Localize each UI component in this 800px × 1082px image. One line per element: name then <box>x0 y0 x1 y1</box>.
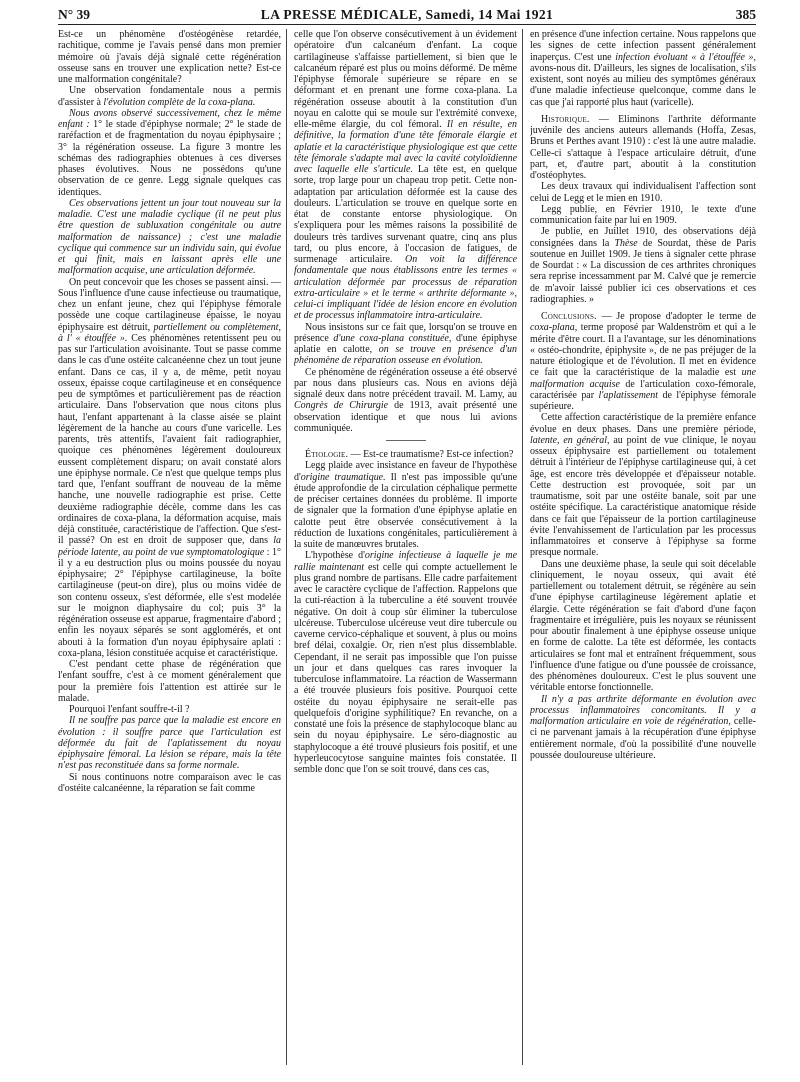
section-etiologie: Étiologie. — Est-ce traumatisme? Est-ce infection? <box>304 449 514 460</box>
section-heading: Étiologie. <box>304 449 349 460</box>
paragraph: Il ne souffre pas parce que la maladie est encore en évolution : il souffre parce que l'articulation est déformée du fait de l'aplatissement du noyau épiphysaire fémoral. La lésion se répare, mais la tête n'est pas reconstituée dans sa forme normale. <box>58 715 281 772</box>
paragraph: Nous insistons sur ce fait que, lorsqu'on se trouve en présence d'une coxa-plana constituée, d'une épiphyse aplatie en calotte, on se trouve en présence d'un phénomène de réparation osseuse en évolution. <box>294 321 517 367</box>
paragraph: Nous avons observé successivement, chez le même enfant : 1° le stade d'épiphyse normale; 2° le stade de raréfaction et de fragmentation du noyau épiphysaire ; 3° la régénération osseuse. La figure 3 montre les schémas des radiographies obtenues à ces diverses phases évolutives. Nous ne possédons qu'une observation de ce genre. Legg signale quelques cas identiques. <box>58 107 281 198</box>
paragraph: Cette affection caractéristique de la première enfance évolue en deux phases. Dans une première période, latente, en général, au point de vue clinique, le noyau osseux épiphysaire est partiellement ou totalement détruit à l'intérieur de l'épiphyse cartilagineuse qui, à cet âge, est encore très développée et d'épaisseur notable. Cette destruction est provoquée, soit par un traumatisme, soit par une ostéite banale, soit par une ostéite spécifique. La caractéristique anatomique réside dans ce fait que l'épaisseur de la portion cartilagineuse évite l'envahissement de l'articulation par les processus inflammatoires et conserve à l'épiphyse sa forme presque normale. <box>530 412 756 559</box>
column-divider <box>522 29 523 1065</box>
paragraph: Legg plaide avec insistance en faveur de l'hypothèse d'origine traumatique. Il n'est pas impossible qu'une étude approfondie de la circulation céphalique permette de préciser certaines données du problème. Il importe de signaler que la formation d'une épiphyse aplatie en calotte peut être observée consécutivement à la réduction de luxations congénitales, particulièrement à la suite de manœuvres brutales. <box>294 460 517 550</box>
column-2 <box>294 29 517 1069</box>
paragraph: Pourquoi l'enfant souffre-t-il ? <box>68 704 190 715</box>
paragraph: Ce phénomène de régénération osseuse a été observé par nous dans plusieurs cas. Nous en avions déjà signalé deux dans notre précédent travail. M. Lamy, au Congrès de Chirurgie de 1913, avait présenté une observation identique et que nous lui avions communiquée. <box>294 366 517 434</box>
section-conclusions: Conclusions. — Je propose d'adopter le terme de coxa-plana, terme proposé par Waldenström et qui a le mérite d'être court. Il a l'avantage, sur les dénominations « ostéo-chondrite, épiphysite », de ne pas préjuger de la nature étiologique et de l'évolution. Il met en évidence ce fait que la caractéristique de la maladie est une malformation acquise de l'articulation coxo-fémorale, caractérisée par l'aplatissement de l'épiphyse fémorale supérieure. <box>530 311 756 412</box>
paragraph: Est-ce un phénomène d'ostéogénèse retardée, rachitique, comme je l'avais pensé dans mon premier mémoire où j'avais déjà signalé cette régénération osseuse sans en trouver une explication nette? Est-ce une malformation congénitale? <box>58 29 281 85</box>
paragraph: Une observation fondamentale nous a permis d'assister à l'évolution complète de la coxa-plana. <box>58 85 281 108</box>
paragraph: celle que l'on observe consécutivement à un évidement opératoire d'un calcanéum d'enfant. La coque cartilagineuse s'affaisse partiellement, si bien que le calcanéum réparé est plus ou moins déformé. De même l'épiphyse fémorale supérieure se répare en se déformant et en prenant une forme coxa-plana. La régénération osseuse aboutit à la constitution d'un noyau en calotte qui se moule sur l'extrémité convexe, elle-même élargie, du col fémoral. Il en résulte, en définitive, la formation d'une tête fémorale élargie et aplatie et la caractéristique physiologique est que cette tête fémorale s'adapte mal avec la cavité cotyloïdienne avec laquelle elle s'articule. La tête est, en quelque sorte, trop large pour un chapeau trop petit. Cette non-adaptation par articulation déformée est la cause des douleurs. L'articulation se trouve en quelque sorte en état de constante entorse physiologique. On s'expliquera pour les mêmes raisons la possibilité de douleurs très tardives survenant quatre, cinq ans plus tard, ou plus encore, à l'occasion de fatigues, de surmenage articulaire. On voit la différence fondamentale que nous établissons entre les termes « articulation déformée par processus de réparation extra-articulaire » et le terme « arthrite déformante », celui-ci impliquant l'idée de lésion encore en évolution et de processus inflammatoire intra-articulaire. <box>294 29 517 322</box>
paragraph: Legg publie, en Février 1910, le texte d'une communication faite par lui en 1909. <box>530 203 756 226</box>
section-heading: Historique. <box>540 113 590 125</box>
paragraph: Je publie, en Juillet 1910, des observations déjà consignées dans la Thèse de Sourdat, thèse de Paris soutenue en Juillet 1909. Je tiens à signaler cette phrase de Sourdat : « La discussion de ces arthrites chroniques sera reprise incessamment par M. Calvé que je remercie de m'avoir laissé publier ici ces observations et ces radiographies. » <box>530 226 756 305</box>
issue-number: N° 39 <box>58 7 91 22</box>
paragraph: Les deux travaux qui individualisent l'affection sont celui de Legg et le mien en 1910. <box>530 181 756 204</box>
paragraph: Dans une deuxième phase, la seule qui soit décelable cliniquement, le noyau osseux, qui avait été partiellement ou totalement détruit, se régénère au sein d'une épiphyse cartilagineuse légèrement aplatie et élargie. Cette régénération se fait d'abord d'une façon fragmentaire et irrégulière, puis les noyaux se réunissent pour aboutir finalement à une épiphyse osseuse unique en forme de calotte. La tête est déformée, les contacts articulaires se font mal et entraînent fréquemment, sous l'influence d'une fatigue ou d'une poussée de croissance, des phénomènes douloureux. C'est le plus souvent une véritable entorse fonctionnelle. <box>530 558 756 694</box>
page-header <box>58 4 756 24</box>
section-separator <box>386 440 426 441</box>
paragraph: Si nous continuons notre comparaison avec le cas d'ostéite calcanéenne, la réparation se fait comme <box>58 771 281 794</box>
journal-title: LA PRESSE MÉDICALE, Samedi, 14 Mai 1921 <box>260 7 554 22</box>
paragraph: On peut concevoir que les choses se passent ainsi. — Sous l'influence d'une cause infectieuse ou traumatique, chez un enfant jeune, chez qui l'épiphyse fémorale possède une coque cartilagineuse épaisse, le noyau épiphysaire est détruit, partiellement ou complètement, à l' « étouffée ». Ces phénomènes retentissent peu ou pas sur l'articulation avoisinante. Tout se passe comme dans le cas d'une ostéite calcanéenne chez un tout jeune enfant. Dans ce cas, il y a, de même, petit noyau osseux, épaisse coque cartilagineuse et en conséquence peu de symptômes et particulièrement pas de réaction articulaire. Dans l'observation que nous citons plus haut, l'enfant appartenant à la classe aisée se plaint légèrement de la hanche au cours d'une varicelle. Les parents, très attentifs, l'avaient fait radiographier, quoique ces phénomènes légèrement douloureux eussent complètement disparu; on avait constaté alors une épiphyse normale. Ce n'est que quelque temps plus tard que, l'enfant souffrant de nouveau de la même hanche, une nouvelle radiographie est prise. Cette deuxième radiographie décèle, comme dans les cas ordinaires de coxa-plana, la déformation acquise, mais déjà constituée, caractéristique de l'affection. Que s'est-il passé? On est en droit de supposer que, dans la période latente, au point de vue symptomatologique : 1° il y a eu destruction plus ou moins poussée du noyau épiphysaire; 2° l'épiphyse cartilagineuse, la boîte cartilagineuse (peut-on dire), plus ou moins vidée de son contenu osseux, s'est déformée, elle s'est modelée sur le moignon diaphysaire du col; puis 3° la régénération osseuse est apparue, fragmentaire d'abord ; enfin les noyaux séparés se sont agglomérés, et ont abouti à la formation d'un noyau épiphysaire aplati : coxa-plana, lésion constituée acquise et caractéristique. <box>58 276 281 659</box>
column-divider <box>286 29 287 1065</box>
paragraph: Il n'y a pas arthrite déformante en évolution avec processus inflammatoires concomitants. Il y a malformation articulaire en voie de régénération, celle-ci ne parvenant jamais à la récupération d'une épiphyse entièrement normale, d'où la possibilité d'une nouvelle poussée douloureuse ultérieure. <box>530 693 756 761</box>
section-heading: Conclusions. <box>540 311 597 322</box>
section-historique: Historique. — Eliminons l'arthrite déformante juvénile des anciens auteurs allemands (Hoffa, Zesas, Bruns et Perthes avant 1910) : c'est là une autre maladie. Celle-ci s'attaque à l'espace articulaire détruit, d'une part, et, d'autre part, aboutit à la constitution d'ostéophytes. <box>530 113 756 181</box>
paragraph: en présence d'une infection certaine. Nous rappelons que les signes de cette infection passent généralement inaperçus. C'est une infection évoluant « à l'étouffée », avons-nous dit. D'ailleurs, les signes de localisation, s'ils existent, sont noyés au milieu des symptômes généraux d'une maladie infectieuse quelconque, comme dans le cas que j'ai rapporté plus haut (varicelle). <box>530 29 756 108</box>
column-3 <box>530 29 756 1069</box>
column-1 <box>58 29 281 1069</box>
page-number: 385 <box>735 7 756 22</box>
paragraph: C'est pendant cette phase de régénération que l'enfant souffre, c'est à ce moment généralement que pour la première fois l'attention est attirée sur le malade. <box>58 659 281 704</box>
header-rule <box>58 24 756 25</box>
paragraph: L'hypothèse d'origine infectieuse à laquelle je me rallie maintenant est celle qui compte actuellement le plus grand nombre de partisans. Elle cadre parfaitement avec le caractère cyclique de l'affection. Rappelons que la cuti-réaction à la tuberculine a été souvent trouvée négative. On doit à coup sûr éliminer la tuberculose ulcéreuse. Tuberculose ulcéreuse veut dire tubercule ou caverne cervico-céphalique et souvent, à plus ou moins bref délai, coxalgie. Or, rien n'est plus dissemblable. Cependant, il ne serait pas impossible que l'on puisse un jour et dans quelques cas rares invoquer la tuberculose inflammatoire. La réaction de Wassermann a été trouvée plusieurs fois positive. Pourquoi cette ostéite du noyau épiphysaire ne serait-elle pas quelquefois d'origine syphilitique? En revanche, on a constaté une fois la présence de staphylocoque blanc au sein du noyau épiphysaire. Le séro-diagnostic au staphylocoque a été trouvé plusieurs fois positif, et une hyperleucocytose sanguine maintes fois constatée. Il semble donc que l'on se soit trouvé, dans ces cas, <box>294 550 517 775</box>
paragraph: Ces observations jettent un jour tout nouveau sur la maladie. C'est une maladie cyclique (il ne peut plus être question de subluxation congénitale ou autre malformation de naissance) ; c'est une maladie cyclique qui commence sur un individu sain, qui évolue et qui finit, mais en laissant après elle une malformation acquise, une articulation déformée. <box>58 197 281 277</box>
